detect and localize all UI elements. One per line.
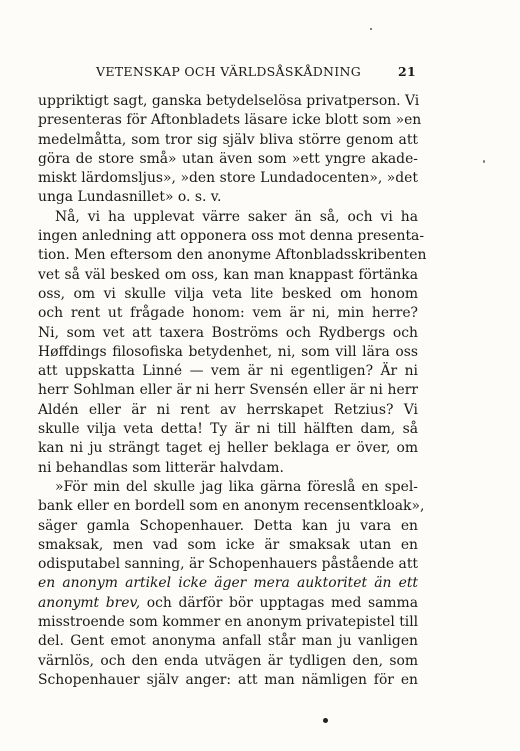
text-line: ingen anledning att opponera oss mot denna presenta-	[38, 228, 425, 245]
text-line: ni behandlas som litterär halvdam.	[38, 459, 284, 476]
paragraph-first-line: »För min del skulle jag lika gärna föreslå en spel-	[55, 478, 418, 495]
ink-speck	[483, 160, 485, 163]
italic-quote: en anonym artikel icke äger mera auktoritet än ett	[38, 575, 418, 592]
running-header	[60, 64, 416, 82]
italic-quote: anonymt brev,	[38, 594, 141, 611]
text-line: göra de store små» utan även som »ett yngre akade-	[38, 150, 418, 167]
page-number: 21	[398, 64, 416, 79]
text-line: kan ni ju strängt taget ej heller beklaga er över, om	[38, 440, 418, 457]
text-line: tion. Men eftersom den anonyme Aftonbladsskribenten	[38, 247, 427, 264]
text-line: oss, om vi skulle vilja veta lite besked om honom	[38, 285, 418, 302]
text-span: och därför bör upptagas med samma	[140, 594, 418, 611]
ink-speck	[370, 28, 372, 30]
text-line: smaksak, men vad som icke är smaksak utan en	[38, 536, 418, 553]
text-line: vet så väl besked om oss, kan man knappast förtänka	[38, 266, 418, 283]
text-line: uppriktigt sagt, ganska betydelselösa privatperson. Vi	[38, 93, 420, 109]
text-line: Aldén eller är ni rent av herrskapet Retzius? Vi	[38, 401, 418, 418]
text-line	[38, 574, 418, 593]
text-line: Høffdings filosofiska betydenhet, ni, som vill lära oss	[38, 343, 418, 360]
text-line: del. Gent emot anonyma anfall står man ju vanligen	[38, 633, 418, 650]
text-line	[38, 594, 418, 613]
text-line: presenteras för Aftonbladets läsare icke blott som »en	[38, 112, 422, 129]
text-line: miskt lärdomsljus», »den store Lundadocenten», »det	[38, 170, 418, 187]
text-line: att uppskatta Linné — vem är ni egentligen? Är ni	[38, 363, 418, 380]
text-line: skulle vilja veta detta! Ty är ni till hälften dam, så	[38, 421, 418, 438]
text-line: Schopenhauer själv anger: att man nämligen för en	[38, 671, 418, 688]
ink-speck	[323, 718, 328, 723]
text-line: värnlös, och den enda utvägen är tydligen den, som	[38, 652, 418, 669]
text-line: herr Sohlman eller är ni herr Svensén eller är ni herr	[38, 382, 418, 399]
text-line: säger gamla Schopenhauer. Detta kan ju vara en	[38, 517, 418, 534]
body-text	[38, 92, 427, 690]
text-line: och rent ut frågade honom: vem är ni, min herre?	[38, 305, 418, 322]
text-line: medelmåtta, som tror sig själv bliva större genom att	[38, 131, 418, 148]
running-title: VETENSKAP OCH VÄRLDSÅSKÅDNING	[96, 64, 362, 79]
text-line: odisputabel sanning, är Schopenhauers påstående att	[38, 556, 418, 573]
text-line: bank eller en bordell som en anonym recensentkloak»,	[38, 498, 425, 515]
paragraph-first-line: Nå, vi ha upplevat värre saker än så, och vi ha	[55, 208, 418, 225]
text-line: misstroende som kommer en anonym privatepistel till	[38, 614, 419, 631]
text-line: unga Lundasnillet» o. s. v.	[38, 189, 222, 206]
text-line: Ni, som vet att taxera Boströms och Rydbergs och	[38, 324, 418, 341]
